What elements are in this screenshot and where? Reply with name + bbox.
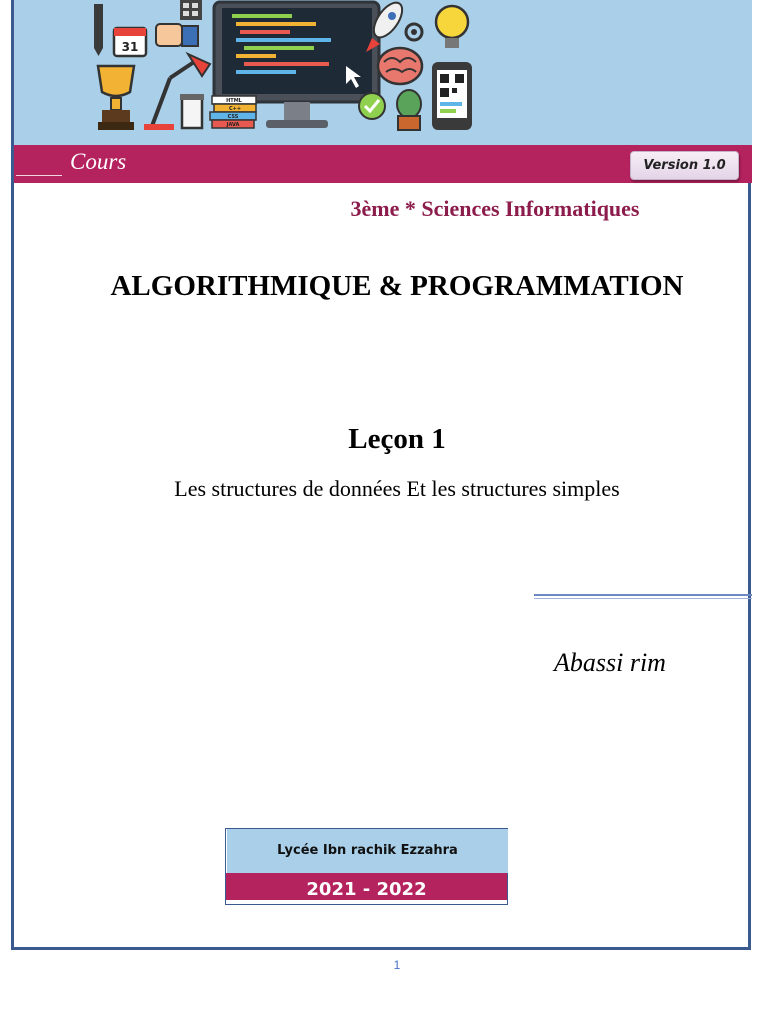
page-number: 1 xyxy=(393,958,401,972)
class-subtitle: 3ème * Sciences Informatiques xyxy=(350,196,640,221)
lesson-subtitle: Les structures de données Et les structures simples xyxy=(174,476,620,501)
divider-line xyxy=(534,594,752,596)
qr-phone-icon xyxy=(432,62,472,130)
svg-text:31: 31 xyxy=(121,40,139,54)
main-title: ALGORITHMIQUE & PROGRAMMATION xyxy=(110,270,684,302)
lightbulb-icon xyxy=(436,6,468,48)
checkmark-icon xyxy=(359,93,385,119)
calculator-icon xyxy=(180,0,202,20)
divider-line-secondary xyxy=(534,598,752,599)
svg-text:CSS: CSS xyxy=(227,114,239,120)
school-name: Lycée Ibn rachik Ezzahra xyxy=(227,829,508,873)
gear-icon xyxy=(406,24,422,40)
section-bar-rule xyxy=(16,175,62,176)
pencil-icon xyxy=(94,4,103,56)
svg-text:HTML: HTML xyxy=(226,98,242,104)
books-icon xyxy=(210,96,256,128)
school-box xyxy=(225,828,508,905)
coffee-cup-icon xyxy=(180,94,204,128)
trophy-icon xyxy=(98,66,134,130)
brain-icon xyxy=(378,48,422,84)
thumbs-up-icon xyxy=(156,24,198,46)
header-banner xyxy=(14,0,752,145)
author-name: Abassi rim xyxy=(554,648,666,677)
svg-text:C++: C++ xyxy=(228,106,242,112)
svg-text:JAVA: JAVA xyxy=(226,122,240,128)
calendar-icon xyxy=(114,28,146,56)
version-badge: Version 1.0 xyxy=(630,151,739,180)
plant-icon xyxy=(397,90,421,130)
section-label: Cours xyxy=(70,149,127,174)
school-year: 2021 - 2022 xyxy=(226,873,507,900)
header-illustration xyxy=(84,0,484,140)
lesson-title: Leçon 1 xyxy=(348,423,446,455)
